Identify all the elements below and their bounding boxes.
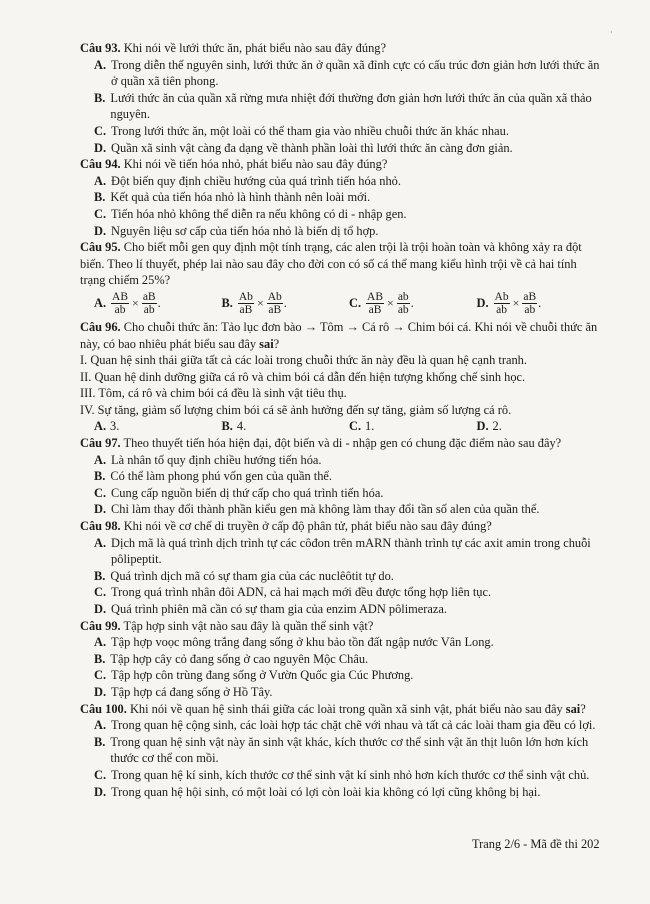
- genotype-fraction: $\frac{Ab}{ab}$: [494, 290, 509, 316]
- option-d: D. Quần xã sinh vật càng đa dạng về thành phần loài thì lưới thức ăn càng đơn giản.: [94, 140, 513, 155]
- question-99: [80, 618, 604, 701]
- option-d: D. Trong quan hệ hội sinh, có một loài có lợi còn loài kia không có lợi cũng không bị hại.: [94, 784, 541, 799]
- option-b: B. Trong quan hệ sinh vật này ăn sinh vật khác, kích thước cơ thể sinh vật ăn thịt luôn lớn hơn kích thước cơ thể con mồi.: [94, 734, 589, 766]
- scan-speck-icon: ·: [610, 28, 613, 37]
- option-a: A. 3.: [94, 419, 120, 434]
- option-b: B. Lưới thức ăn của quần xã rừng mưa nhiệt đới thường đơn giản hơn lưới thức ăn của quần xã thảo nguyên.: [94, 90, 592, 122]
- times-symbol: ×: [387, 295, 394, 310]
- question-stem: Khi nói về quan hệ sinh thái giữa các loài trong quần xã sinh vật, phát biểu nào sau đây: [129, 701, 563, 716]
- question-93: [80, 40, 604, 156]
- genotype-fraction: $\frac{AB}{ab}$: [112, 290, 129, 316]
- option-a: A. $\frac{AB}{ab}$ × $\frac{aB}{ab}$ .: [94, 290, 161, 316]
- option-a: A. Đột biến quy định chiều hướng của quá trình tiến hóa nhỏ.: [94, 173, 401, 188]
- option-a: A. Trong diễn thế nguyên sinh, lưới thức ăn ở quần xã đỉnh cực có cấu trúc đơn giản hơn lưới thức ăn ở quần xã tiên phong.: [94, 57, 600, 89]
- question-number: Câu 95.: [80, 240, 121, 255]
- option-c: C. Trong quan hệ kí sinh, kích thước cơ thể sinh vật kí sinh nhỏ hơn kích thước cơ thể sinh vật chủ.: [94, 767, 590, 782]
- option-a: A. Tập hợp voọc mông trắng đang sống ở khu bảo tồn đất ngập nước Vân Long.: [94, 635, 494, 650]
- question-stem: Cho biết mỗi gen quy định một tính trạng, các alen trội là trội hoàn toàn và không xảy ra đột biến. Theo lí thuyết, phép lai nào sau đây cho đời con có số cá thể mang kiểu hình trội về cả hai tính trạng chiếm 25%?: [80, 240, 582, 288]
- question-97: [80, 435, 604, 518]
- genotype-fraction: $\frac{aB}{ab}$: [523, 290, 537, 316]
- option-c: C. Tập hợp côn trùng đang sống ở Vườn Quốc gia Cúc Phương.: [94, 668, 414, 683]
- option-b: B. Quá trình dịch mã có sự tham gia của các nuclêôtit tự do.: [94, 568, 394, 583]
- option-c: C. Tiến hóa nhỏ không thể diễn ra nếu không có di - nhập gen.: [94, 206, 407, 221]
- question-98: [80, 518, 604, 618]
- option-a: A. Là nhân tố quy định chiều hướng tiến hóa.: [94, 452, 322, 467]
- statement-4: IV. Sự tăng, giảm số lượng chim bói cá sẽ ảnh hưởng đến sự tăng, giảm số lượng cá rô.: [80, 402, 512, 417]
- option-d: D. Quá trình phiên mã cần có sự tham gia của enzim ADN pôlimeraza.: [94, 602, 448, 616]
- question-stem: Khi nói về tiến hóa nhỏ, phát biểu nào sau đây đúng?: [123, 157, 388, 172]
- emphasis-word: sai: [565, 701, 581, 716]
- times-symbol: ×: [512, 295, 520, 310]
- question-95: [80, 239, 604, 316]
- question-stem: Theo thuyết tiến hóa hiện đại, đột biến và di - nhập gen có chung đặc điểm nào sau đây?: [123, 436, 562, 451]
- question-number: Câu 93.: [80, 41, 121, 55]
- statement-2: II. Quan hệ dinh dưỡng giữa cá rô và chim bói cá dẫn đến hiện tượng khống chế sinh học.: [80, 369, 526, 384]
- options-row: [80, 418, 604, 435]
- question-number: Câu 94.: [80, 157, 121, 172]
- question-stem: Tập hợp sinh vật nào sau đây là quần thể sinh vật?: [123, 618, 374, 633]
- question-number: Câu 97.: [80, 436, 121, 451]
- option-d: D. $\frac{Ab}{ab}$ × $\frac{aB}{ab}$ .: [476, 290, 542, 316]
- genotype-fraction: $\frac{aB}{ab}$: [142, 290, 156, 316]
- question-stem: Cho chuỗi thức ăn: Tảo lục đơn bào → Tôm → Cá rô → Chim bói cá. Khi nói về chuỗi thức ăn này, có bao nhiêu phát biểu sau đây: [80, 319, 598, 351]
- question-94: [80, 156, 604, 239]
- question-100: Câu 100. Khi nói về quan hệ sinh thái giữa các loài trong quần xã sinh vật, phát biểu nào sau đây sai? A. Trong quan hệ cộng sinh, các loài hợp tác chặt chẽ với nhau và tất cả các loài tham gia đều có lợi. B. Trong quan hệ sinh vật này ăn sinh vật khác, kích thước cơ thể sinh vật ăn thịt luôn lớn hơn kích thước cơ thể con mồi. C. Trong quan hệ kí sinh, kích thước cơ thể sinh vật kí sinh nhỏ hơn kích thước cơ thể sinh vật chủ. D. Trong quan hệ hội sinh, có một loài có lợi còn loài kia không có lợi cũng không bị hại.: [80, 701, 604, 801]
- page-footer: Trang 2/6 - Mã đề thi 202: [472, 837, 600, 851]
- option-b: B. Kết quả của tiến hóa nhỏ là hình thành nên loài mới.: [94, 190, 371, 205]
- option-b: B. 4.: [221, 419, 247, 434]
- option-c: C. Trong quá trình nhân đôi ADN, cả hai mạch mới đều được tổng hợp liên tục.: [94, 585, 492, 600]
- option-c: C. Cung cấp nguồn biến dị thứ cấp cho quá trình tiến hóa.: [94, 485, 384, 500]
- question-96: Câu 96. Cho chuỗi thức ăn: Tảo lục đơn bào → Tôm → Cá rô → Chim bói cá. Khi nói về chuỗi thức ăn này, có bao nhiêu phát biểu sau đây sai? I. Quan hệ sinh thái giữa tất cả các loài trong chuỗi thức ăn này đều là quan hệ cạnh tranh. II. Quan hệ dinh dưỡng giữa cá rô và chim bói cá dẫn đến hiện tượng khống chế sinh học. III. Tôm, cá rô và chim bói cá đều là sinh vật tiêu thụ. IV. Sự tăng, giảm số lượng chim bói cá sẽ ảnh hưởng đến sự tăng, giảm số lượng cá rô. A. 3. B. 4. C. 1. D. 2.: [80, 319, 604, 435]
- times-symbol: ×: [256, 295, 264, 310]
- statement-1: I. Quan hệ sinh thái giữa tất cả các loài trong chuỗi thức ăn này đều là quan hệ cạnh tranh.: [80, 353, 527, 368]
- option-c: C. 1.: [349, 419, 375, 434]
- question-number: Câu 99.: [80, 618, 121, 633]
- genotype-fraction: $\frac{AB}{aB}$: [367, 290, 384, 316]
- option-b: B. Tập hợp cây cỏ đang sống ở cao nguyên Mộc Châu.: [94, 651, 369, 666]
- emphasis-word: sai: [259, 336, 274, 351]
- times-symbol: ×: [132, 295, 139, 310]
- question-stem: Khi nói về cơ chế di truyền ở cấp độ phân tử, phát biểu nào sau đây đúng?: [123, 519, 492, 534]
- option-c: C. $\frac{AB}{aB}$ × $\frac{ab}{ab}$ .: [349, 290, 414, 316]
- option-b: B. Có thể làm phong phú vốn gen của quần thể.: [94, 469, 332, 484]
- genotype-fraction: $\frac{Ab}{aB}$: [267, 290, 282, 316]
- question-stem: Khi nói về lưới thức ăn, phát biểu nào sau đây đúng?: [123, 41, 386, 55]
- option-d: D. Nguyên liệu sơ cấp của tiến hóa nhỏ là biến dị tổ hợp.: [94, 223, 379, 238]
- option-d: D. Tập hợp cá đang sống ở Hồ Tây.: [94, 684, 273, 699]
- cross-options-row: [80, 291, 604, 316]
- genotype-fraction: $\frac{Ab}{aB}$: [238, 290, 253, 316]
- option-d: D. Chỉ làm thay đổi thành phần kiểu gen mà không làm thay đổi tần số alen của quần thể.: [94, 502, 540, 517]
- option-a: A. Trong quan hệ cộng sinh, các loài hợp tác chặt chẽ với nhau và tất cả các loài tham gia đều có lợi.: [94, 718, 596, 733]
- statement-3: III. Tôm, cá rô và chim bói cá đều là sinh vật tiêu thụ.: [80, 386, 347, 401]
- option-c: C. Trong lưới thức ăn, một loài có thể tham gia vào nhiều chuỗi thức ăn khác nhau.: [94, 123, 509, 138]
- question-number: Câu 100.: [80, 701, 127, 716]
- question-number: Câu 96.: [80, 319, 121, 334]
- option-b: B. $\frac{Ab}{aB}$ × $\frac{Ab}{aB}$ .: [221, 290, 287, 316]
- option-a: A. Dịch mã là quá trình dịch trình tự các côđon trên mARN thành trình tự các axit amin trong chuỗi pôlipeptit.: [94, 535, 591, 567]
- question-number: Câu 98.: [80, 519, 121, 534]
- genotype-fraction: $\frac{ab}{ab}$: [397, 290, 409, 316]
- option-d: D. 2.: [476, 419, 502, 434]
